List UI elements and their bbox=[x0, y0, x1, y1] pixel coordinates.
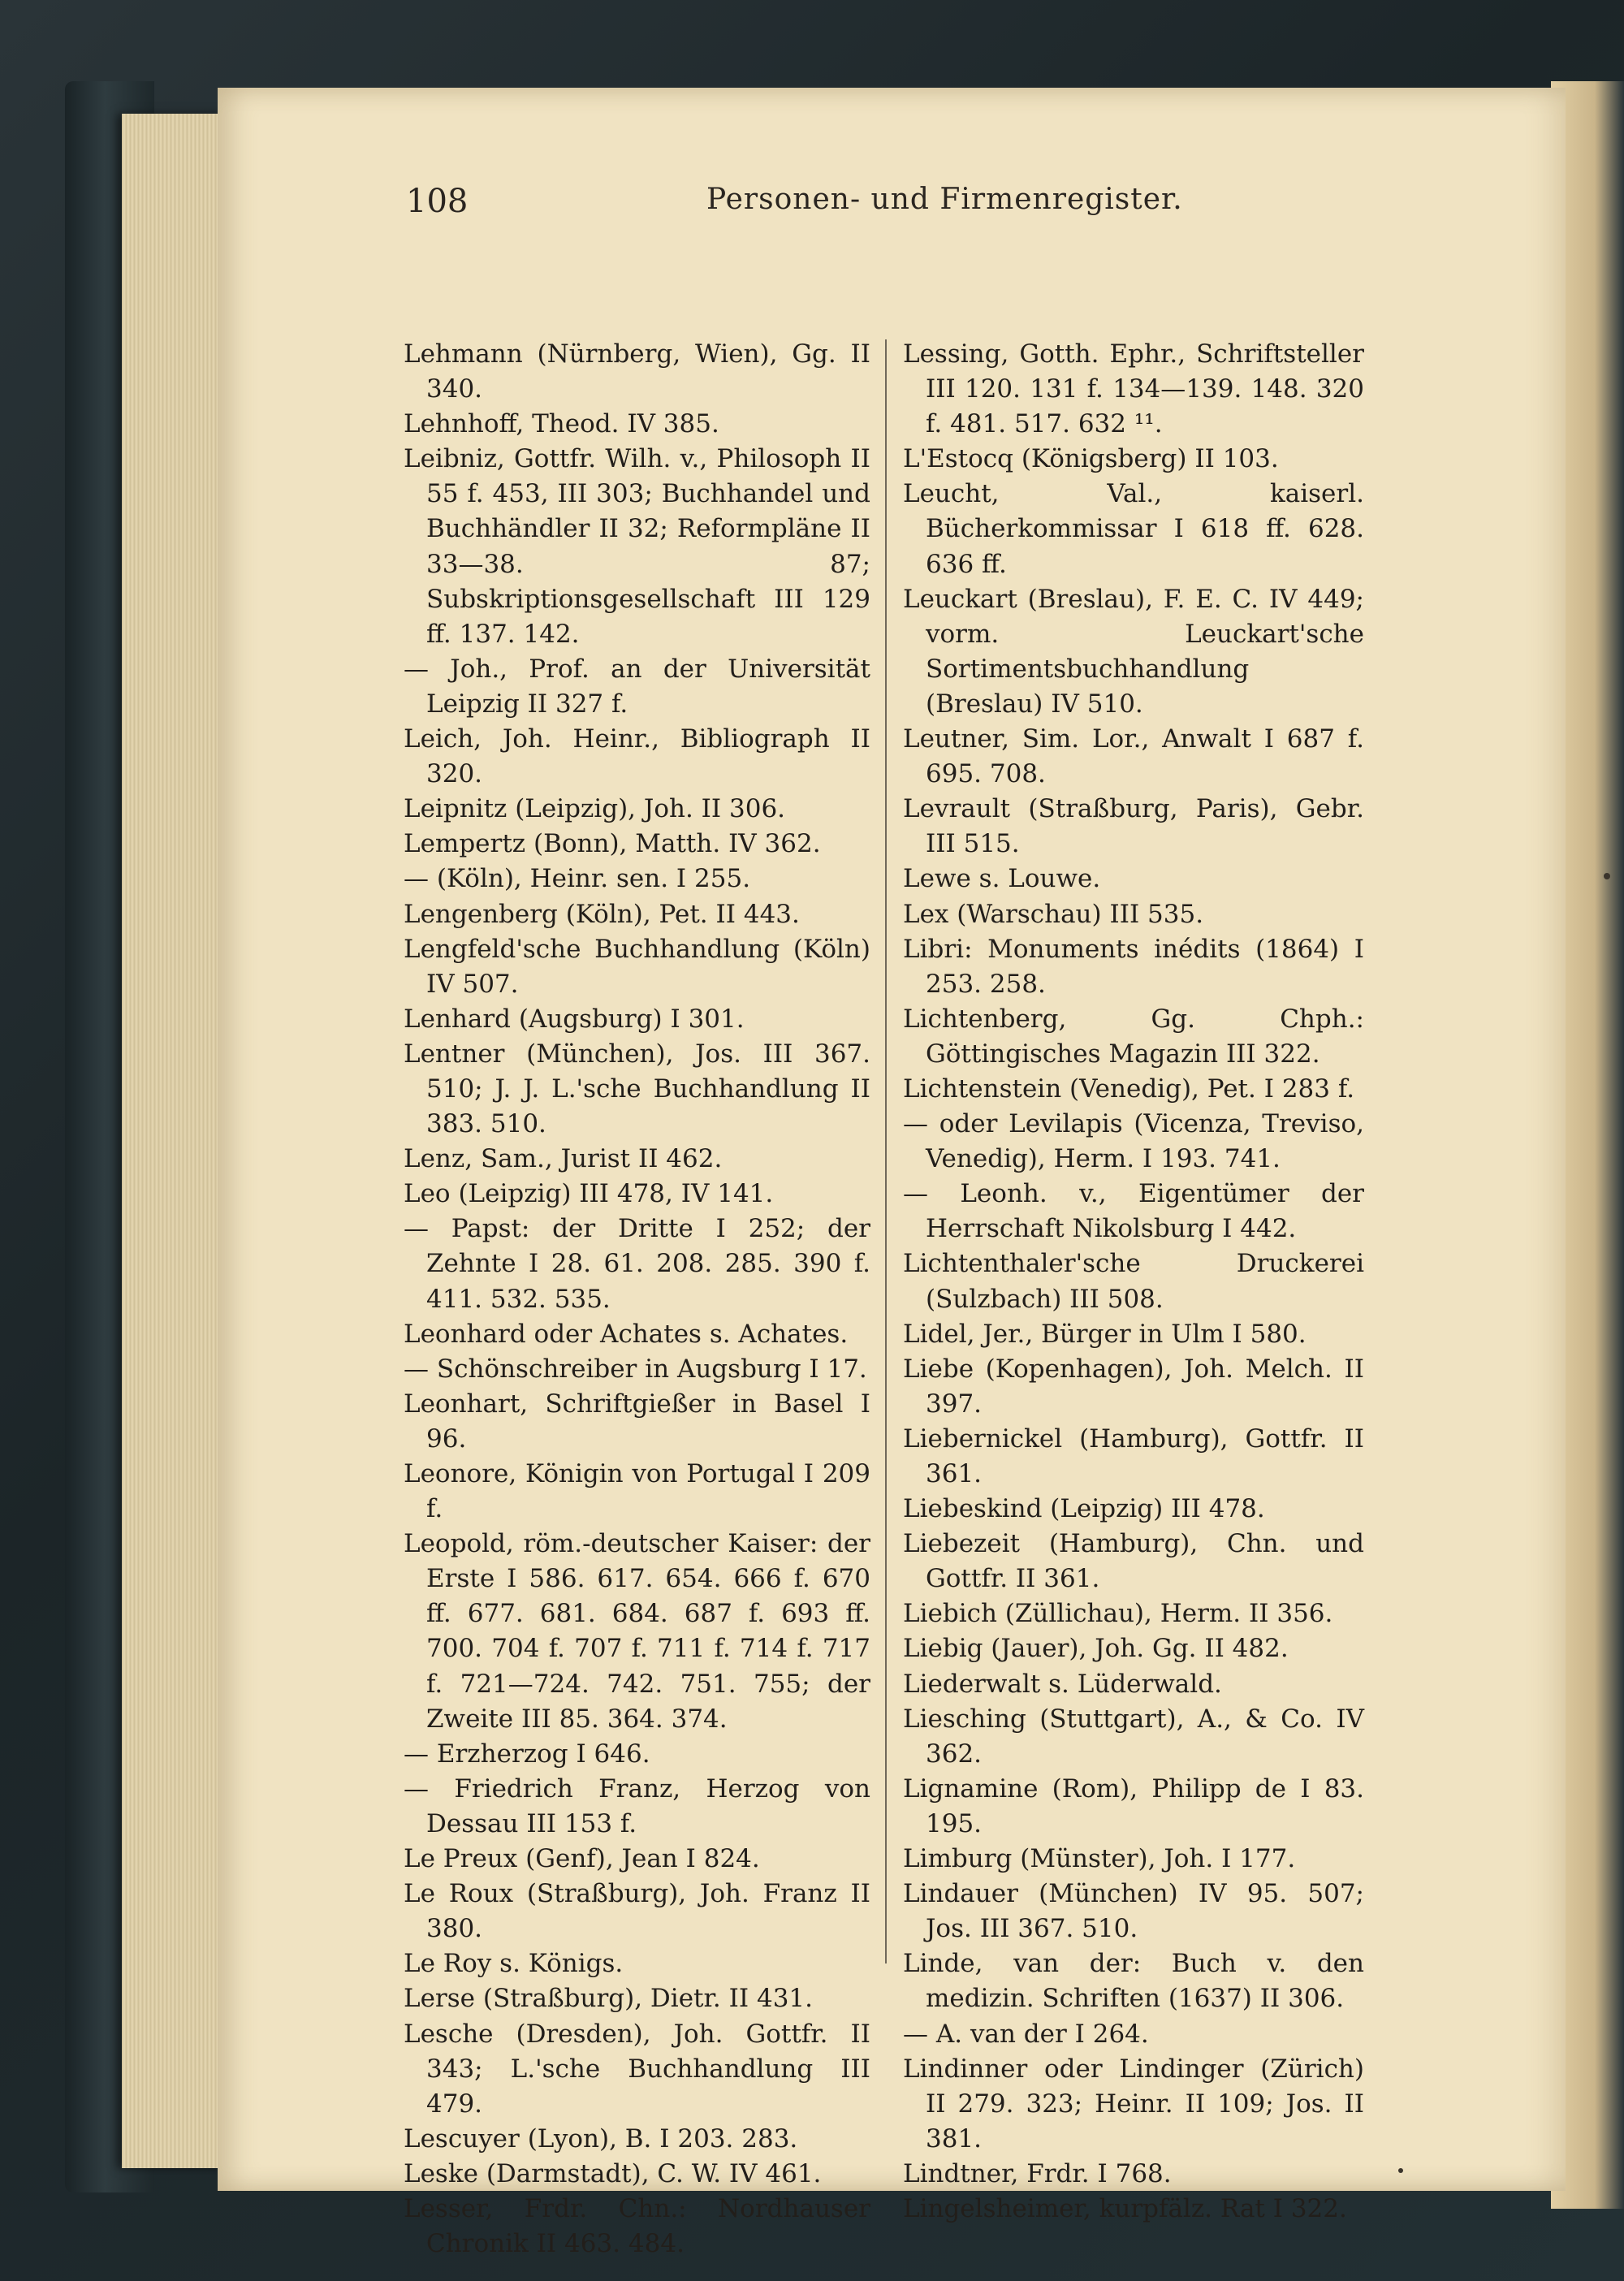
index-entry: Lidel, Jer., Bürger in Ulm I 580. bbox=[903, 1319, 1307, 1349]
index-entry: Liebezeit (Hamburg), Chn. und Gottfr. II 361. bbox=[903, 1529, 1364, 1594]
index-entry: Leo (Leipzig) III 478, IV 141. bbox=[404, 1179, 774, 1209]
index-entry: Leipnitz (Leipzig), Joh. II 306. bbox=[404, 794, 786, 824]
index-entry: Lindtner, Frdr. I 768. bbox=[903, 2158, 1172, 2188]
page-stack-edge bbox=[122, 114, 227, 2168]
index-entry: Leucht, Val., kaiserl. Bücherkommissar I 618 ff. 628. 636 ff. bbox=[903, 479, 1364, 579]
index-entry: Liebe (Kopenhagen), Joh. Melch. II 397. bbox=[903, 1354, 1364, 1419]
index-entry: Lesche (Dresden), Joh. Gottfr. II 343; L.'sche Buchhandlung III 479. bbox=[404, 2019, 870, 2119]
index-entry: Lindinner oder Lindinger (Zürich) II 279. 323; Heinr. II 109; Jos. II 381. bbox=[903, 2054, 1364, 2154]
index-entry: Lichtenstein (Venedig), Pet. I 283 f. bbox=[903, 1074, 1355, 1104]
index-entry: Lescuyer (Lyon), B. I 203. 283. bbox=[404, 2123, 798, 2154]
index-entry: Liesching (Stuttgart), A., & Co. IV 362. bbox=[903, 1704, 1364, 1769]
index-entry: Leutner, Sim. Lor., Anwalt I 687 f. 695. 708. bbox=[903, 724, 1364, 789]
index-entry: — Erzherzog I 646. bbox=[404, 1739, 650, 1769]
index-entry: Lingelsheimer, kurpfälz. Rat I 322. bbox=[903, 2193, 1347, 2223]
index-entry: Lempertz (Bonn), Matth. IV 362. bbox=[404, 829, 821, 859]
index-entry: Linde, van der: Buch v. den medizin. Schriften (1637) II 306. bbox=[903, 1949, 1364, 2014]
index-entry: Lentner (München), Jos. III 367. 510; J. J. L.'sche Buchhandlung II 383. 510. bbox=[404, 1039, 870, 1139]
index-entry: Leonhart, Schriftgießer in Basel I 96. bbox=[404, 1389, 870, 1454]
index-entry: Levrault (Straßburg, Paris), Gebr. III 515. bbox=[903, 794, 1364, 859]
index-entry: Liederwalt s. Lüderwald. bbox=[903, 1669, 1222, 1699]
index-entry: Lex (Warschau) III 535. bbox=[903, 899, 1204, 929]
index-entry: Liebich (Züllichau), Herm. II 356. bbox=[903, 1599, 1333, 1629]
index-entry: Leske (Darmstadt), C. W. IV 461. bbox=[404, 2158, 822, 2188]
page-header bbox=[406, 183, 1543, 248]
index-entry: Lichtenthaler'sche Druckerei (Sulzbach) III 508. bbox=[903, 1249, 1364, 1314]
index-entry: Leich, Joh. Heinr., Bibliograph II 320. bbox=[404, 724, 870, 789]
index-entry: Lignamine (Rom), Philipp de I 83. 195. bbox=[903, 1773, 1364, 1838]
index-entry: Lenhard (Augsburg) I 301. bbox=[404, 1004, 745, 1034]
index-entry: Libri: Monuments inédits (1864) I 253. 258. bbox=[903, 934, 1364, 999]
index-entry: Lessing, Gotth. Ephr., Schriftsteller III 120. 131 f. 134—139. 148. 320 f. 481. 517. 632 ¹¹. bbox=[903, 339, 1364, 439]
index-entry: Lewe s. Louwe. bbox=[903, 864, 1101, 894]
index-entry: Lenz, Sam., Jurist II 462. bbox=[404, 1144, 723, 1174]
running-title: Personen- und Firmenregister. bbox=[706, 183, 1183, 216]
index-entry: — oder Levilapis (Vicenza, Treviso, Venedig), Herm. I 193. 741. bbox=[903, 1109, 1364, 1174]
index-entry: L'Estocq (Königsberg) II 103. bbox=[903, 444, 1279, 474]
index-entry: Liebeskind (Leipzig) III 478. bbox=[903, 1494, 1265, 1524]
index-entry: — Joh., Prof. an der Universität Leipzig II 327 f. bbox=[404, 654, 870, 719]
speck bbox=[1398, 2168, 1403, 2173]
index-entry: Le Roy s. Königs. bbox=[404, 1949, 624, 1979]
index-entry: Lengfeld'sche Buchhandlung (Köln) IV 507. bbox=[404, 934, 870, 999]
index-entry: Lichtenberg, Gg. Chph.: Göttingisches Magazin III 322. bbox=[903, 1004, 1364, 1069]
index-entry: — Leonh. v., Eigentümer der Herrschaft Nikolsburg I 442. bbox=[903, 1179, 1364, 1244]
index-entry: Limburg (Münster), Joh. I 177. bbox=[903, 1844, 1296, 1874]
index-entry: Lehnhoff, Theod. IV 385. bbox=[404, 409, 719, 439]
column-divider bbox=[885, 339, 887, 1963]
index-column-left bbox=[404, 337, 870, 2262]
index-entry: Le Roux (Straßburg), Joh. Franz II 380. bbox=[404, 1879, 870, 1944]
page-number: 108 bbox=[406, 183, 469, 220]
speck bbox=[1604, 873, 1610, 879]
index-entry: Lindauer (München) IV 95. 507; Jos. III 367. 510. bbox=[903, 1879, 1364, 1944]
index-entry: Liebernickel (Hamburg), Gottfr. II 361. bbox=[903, 1423, 1364, 1488]
index-entry: Leopold, röm.-deutscher Kaiser: der Erste I 586. 617. 654. 666 f. 670 ff. 677. 681. 684. 687 f. 693 ff. 700. 704 f. 707 f. 711 f. 714 f. 717 f. 721—724. 742. 751. 755; der Zweite III 85. 364. 374. bbox=[404, 1529, 870, 1734]
index-entry: — (Köln), Heinr. sen. I 255. bbox=[404, 864, 751, 894]
index-entry: Lerse (Straßburg), Dietr. II 431. bbox=[404, 1984, 813, 2014]
index-entry: Leibniz, Gottfr. Wilh. v., Philosoph II 55 f. 453, III 303; Buchhandel und Buchhändler II 32; Reformpläne II 33—38. 87; Subskriptionsgesellschaft III 129 ff. 137. 142. bbox=[404, 444, 870, 649]
index-entry: — Papst: der Dritte I 252; der Zehnte I 28. 61. 208. 285. 390 f. 411. 532. 535. bbox=[404, 1214, 870, 1314]
index-entry: Lehmann (Nürnberg, Wien), Gg. II 340. bbox=[404, 339, 870, 404]
index-entry: Leonore, Königin von Portugal I 209 f. bbox=[404, 1459, 870, 1524]
index-column-right bbox=[903, 337, 1364, 2227]
index-entry: — Schönschreiber in Augsburg I 17. bbox=[404, 1354, 867, 1384]
index-entry: Le Preux (Genf), Jean I 824. bbox=[404, 1844, 760, 1874]
index-entry: Leonhard oder Achates s. Achates. bbox=[404, 1319, 849, 1349]
index-entry: — Friedrich Franz, Herzog von Dessau III 153 f. bbox=[404, 1773, 870, 1838]
index-entry: Liebig (Jauer), Joh. Gg. II 482. bbox=[903, 1634, 1289, 1664]
index-entry: Lengenberg (Köln), Pet. II 443. bbox=[404, 899, 800, 929]
index-entry: — A. van der I 264. bbox=[903, 2019, 1149, 2049]
index-entry: Lesser, Frdr. Chn.: Nordhauser Chronik II 463. 484. bbox=[404, 2193, 870, 2259]
index-entry: Leuckart (Breslau), F. E. C. IV 449; vorm. Leuckart'sche Sortimentsbuchhandlung (Breslau) IV 510. bbox=[903, 584, 1364, 719]
